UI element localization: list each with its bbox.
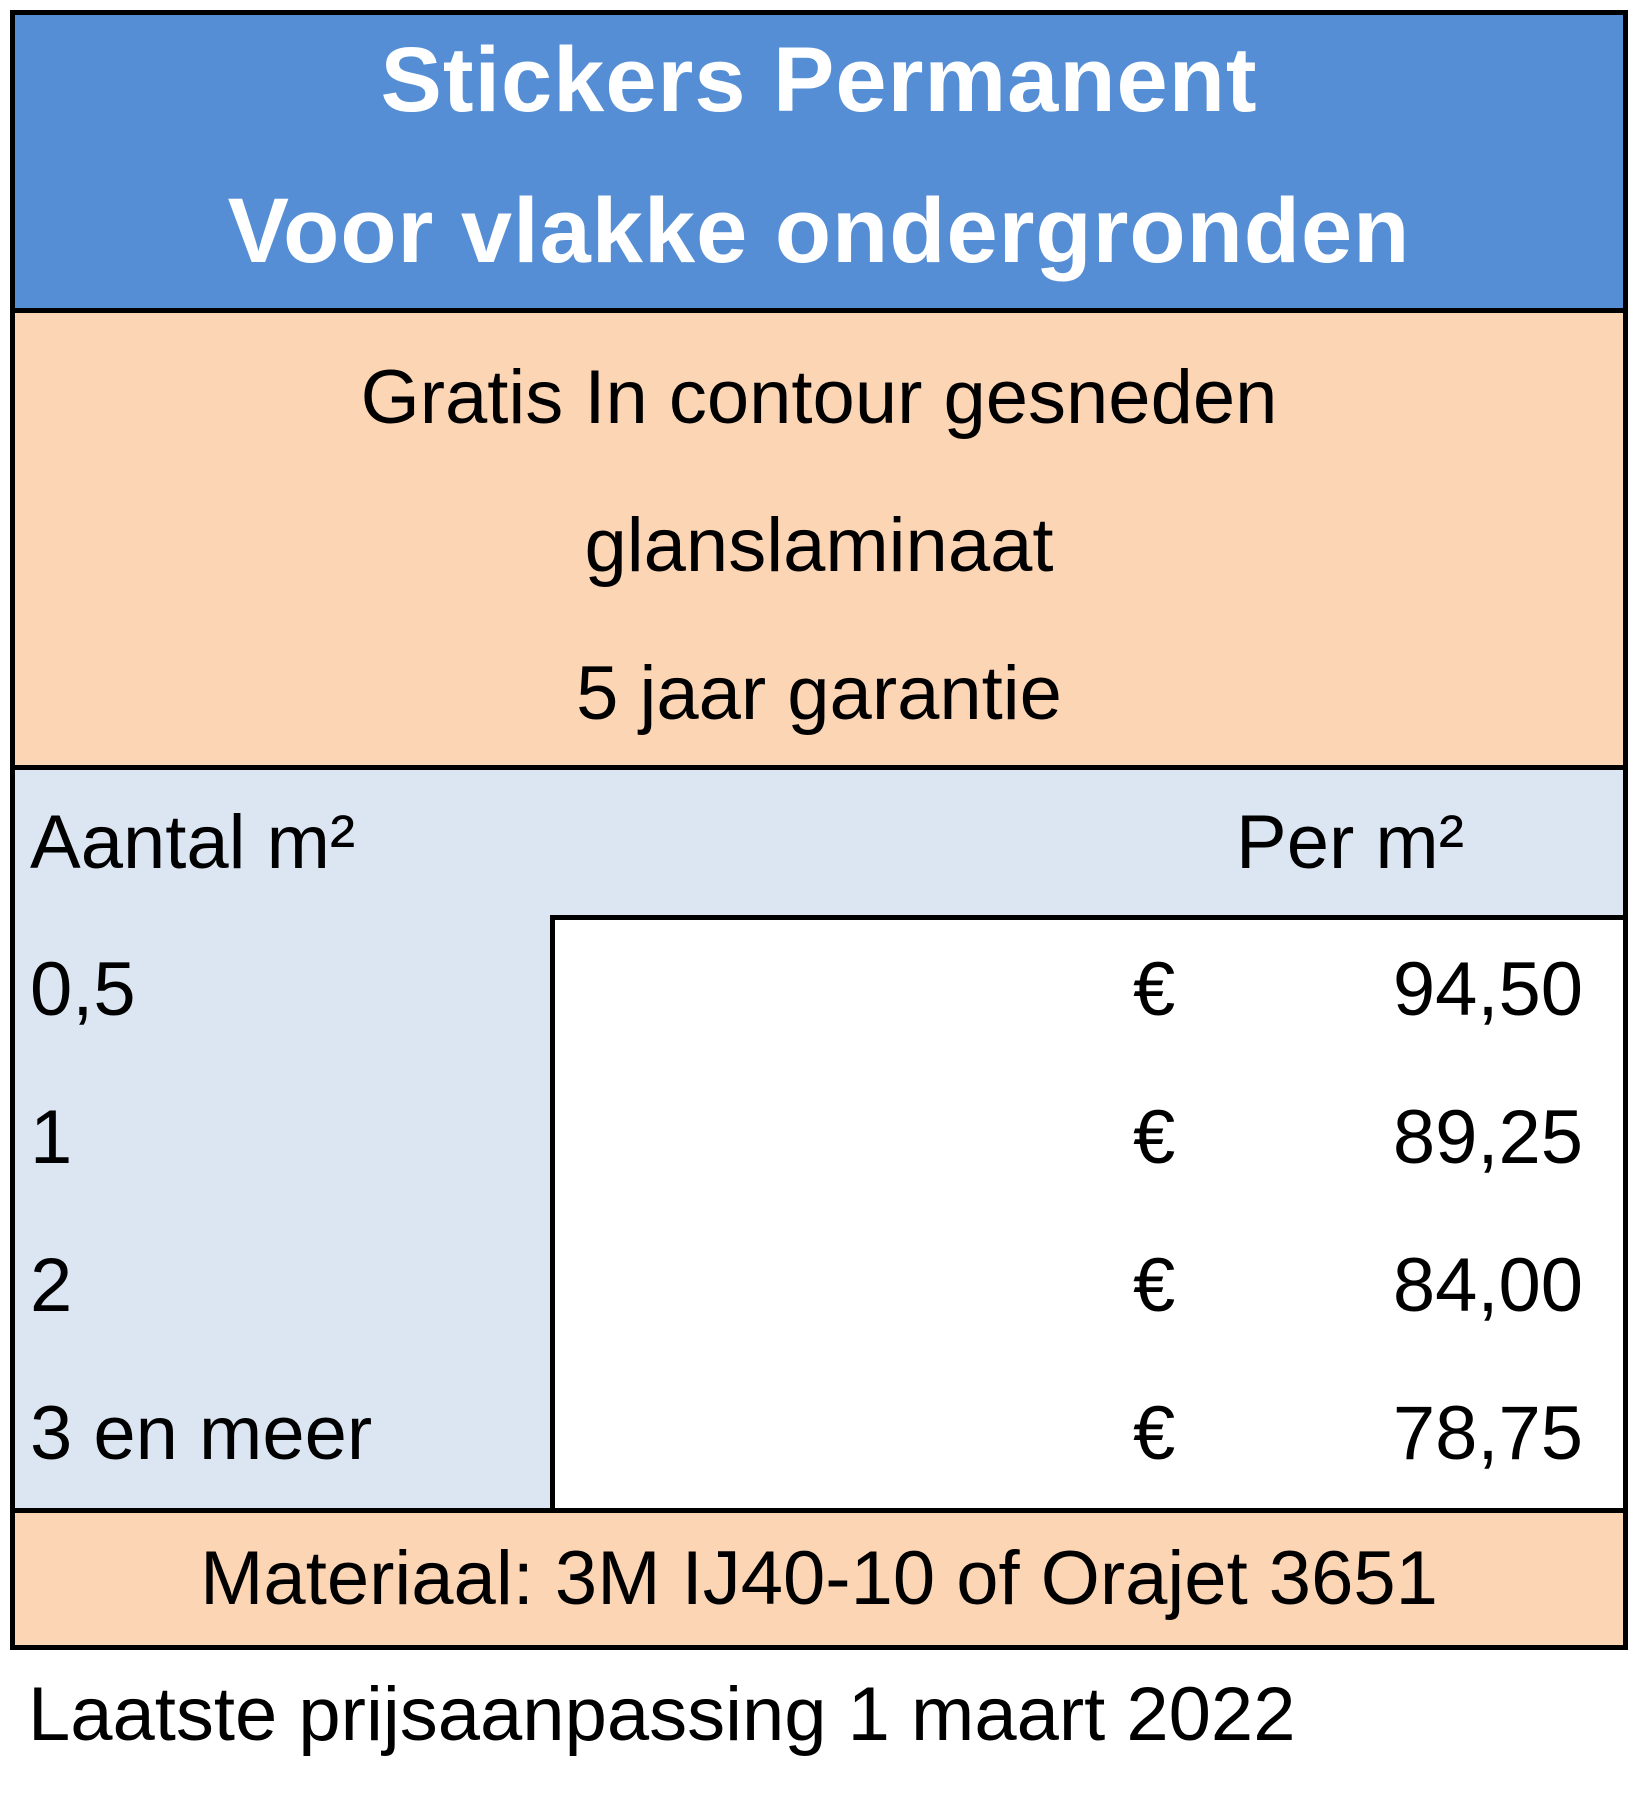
row-quantity: 0,5 [30, 947, 136, 1032]
row-quantity: 2 [30, 1243, 73, 1328]
feature-contour-cut: Gratis In contour gesneden [360, 355, 1278, 440]
row-currency: € [1133, 947, 1176, 1032]
row-price: 78,75 [1392, 1391, 1583, 1476]
title-line-2: Voor vlakke ondergronden [227, 180, 1411, 282]
table-row [15, 1241, 1623, 1389]
material-bar: Materiaal: 3M IJ40-10 of Orajet 3651 [15, 1513, 1623, 1645]
row-currency: € [1133, 1391, 1176, 1476]
row-price: 84,00 [1392, 1243, 1583, 1328]
column-header-price: Per m² [1236, 800, 1464, 885]
column-header-quantity: Aantal m² [30, 800, 356, 885]
table-row [15, 945, 1623, 1093]
row-price: 89,25 [1392, 1095, 1583, 1180]
price-sheet [10, 10, 1628, 1650]
price-table [15, 770, 1623, 1513]
features-panel [15, 313, 1623, 770]
row-quantity: 1 [30, 1095, 73, 1180]
row-currency: € [1133, 1243, 1176, 1328]
feature-gloss-laminate: glanslaminaat [584, 503, 1054, 588]
header-banner [15, 15, 1623, 313]
row-quantity: 3 en meer [30, 1391, 373, 1476]
row-currency: € [1133, 1095, 1176, 1180]
title-line-1: Stickers Permanent [380, 29, 1258, 131]
row-price: 94,50 [1392, 947, 1583, 1032]
feature-warranty: 5 jaar garantie [576, 651, 1062, 736]
table-row [15, 1093, 1623, 1241]
price-update-note: Laatste prijsaanpassing 1 maart 2022 [28, 1672, 1296, 1757]
